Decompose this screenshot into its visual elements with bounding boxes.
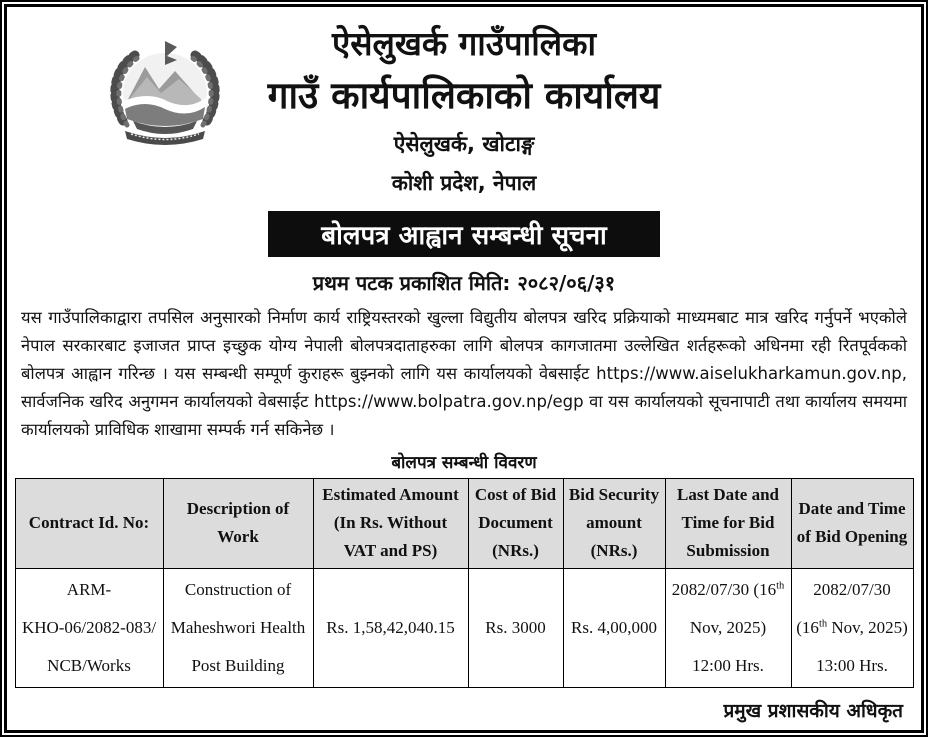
col-header-description: Description of Work [163, 478, 313, 568]
cell-estimated-amount: Rs. 1,58,42,040.15 [313, 568, 468, 687]
col-header-bid-document-cost: Cost of Bid Document (NRs.) [468, 478, 563, 568]
opening-month-text: Nov, 2025) [827, 617, 908, 637]
municipality-logo [101, 35, 229, 155]
published-date-line: प्रथम पटक प्रकाशित मिति: २०८२/०६/३१ [312, 270, 616, 295]
nepal-coat-of-arms-icon [101, 35, 229, 155]
col-header-opening-datetime: Date and Time of Bid Opening [791, 478, 913, 568]
contract-id-line: ARM- [66, 579, 112, 599]
document-inner-border [4, 4, 924, 733]
ordinal-suffix: th [776, 579, 785, 591]
municipality-name: ऐसेलुखर्क गाउँपालिका [331, 24, 597, 63]
table-row [15, 568, 913, 687]
col-header-submission-deadline: Last Date and Time for Bid Submission [665, 478, 791, 568]
cell-submission-deadline [665, 568, 791, 687]
notice-title-banner [268, 211, 660, 257]
address-line-1: ऐसेलुखर्क, खोटाङ्ग [393, 131, 535, 156]
bid-details-table [15, 478, 914, 688]
cell-description [163, 568, 313, 687]
signatory-title: प्रमुख प्रशासकीय अधिकृत [723, 699, 903, 722]
submission-time-line: 12:00 Hrs. [692, 655, 764, 675]
submission-date-text: 2082/07/30 (16 [671, 579, 777, 599]
address-line-2: कोशी प्रदेश, नेपाल [391, 170, 537, 195]
cell-opening-datetime [791, 568, 913, 687]
description-line: Construction of [184, 579, 292, 599]
office-name: गाउँ कार्यपालिकाको कार्यालय [267, 74, 661, 118]
col-header-estimated-amount: Estimated Amount (In Rs. Without VAT and PS) [313, 478, 468, 568]
submission-month-line: Nov, 2025) [689, 617, 767, 637]
description-line: Post Building [191, 655, 285, 675]
notice-title-text: बोलपत्र आह्वान सम्बन्धी सूचना [321, 220, 607, 251]
contract-id-line: NCB/Works [47, 655, 131, 675]
ordinal-suffix: th [818, 617, 828, 629]
notice-body-paragraph: यस गाउँपालिकाद्वारा तपसिल अनुसारको निर्माण कार्य राष्ट्रियस्तरको खुल्ला विद्युतीय बोलपत्र खरिद प्रक्रियाको माध्यमबाट मात्र खरिद गर्नुपर्ने भएकोले नेपाल सरकारबाट इजाजत प्राप्त इच्छुक योग्य नेपाली बोलपत्रदाताहरुका लागि बोलपत्र कागजातमा उल्लेखित शर्तहरूको अधिनमा रही रितपूर्वकको बोलपत्र आह्वान गरिन्छ । यस सम्बन्धी सम्पूर्ण कुराहरू बुझ्नको लागि यस कार्यालयको वेबसाईट https://www.aiselukharkamun.gov.np, सार्वजनिक खरिद अनुगमन कार्यालयको वेबसाईट https://www.bolpatra.gov.np/egp वा यस कार्यालयको सूचनापाटी तथा कार्यालय समयमा कार्यालयको प्राविधिक शाखामा सम्पर्क गर्न सकिनेछ । [21, 307, 907, 439]
contract-id-line: KHO-06/2082-083/ [21, 617, 157, 637]
bid-table-caption: बोलपत्र सम्बन्धी विवरण [391, 452, 537, 473]
col-header-bid-security: Bid Security amount (NRs.) [563, 478, 665, 568]
description-line: Maheshwori Health [170, 617, 306, 637]
opening-date-line: 2082/07/30 [813, 579, 891, 599]
submission-date-line [669, 571, 788, 609]
opening-paren-text: (16 [796, 617, 819, 637]
document-header [13, 11, 915, 296]
cell-bid-document-cost: Rs. 3000 [468, 568, 563, 687]
table-header-row [15, 478, 913, 568]
col-header-contract-id: Contract Id. No: [15, 478, 163, 568]
cell-bid-security: Rs. 4,00,000 [563, 568, 665, 687]
opening-time-line: 13:00 Hrs. [816, 655, 888, 675]
opening-month-line [795, 609, 910, 647]
cell-contract-id [15, 568, 163, 687]
